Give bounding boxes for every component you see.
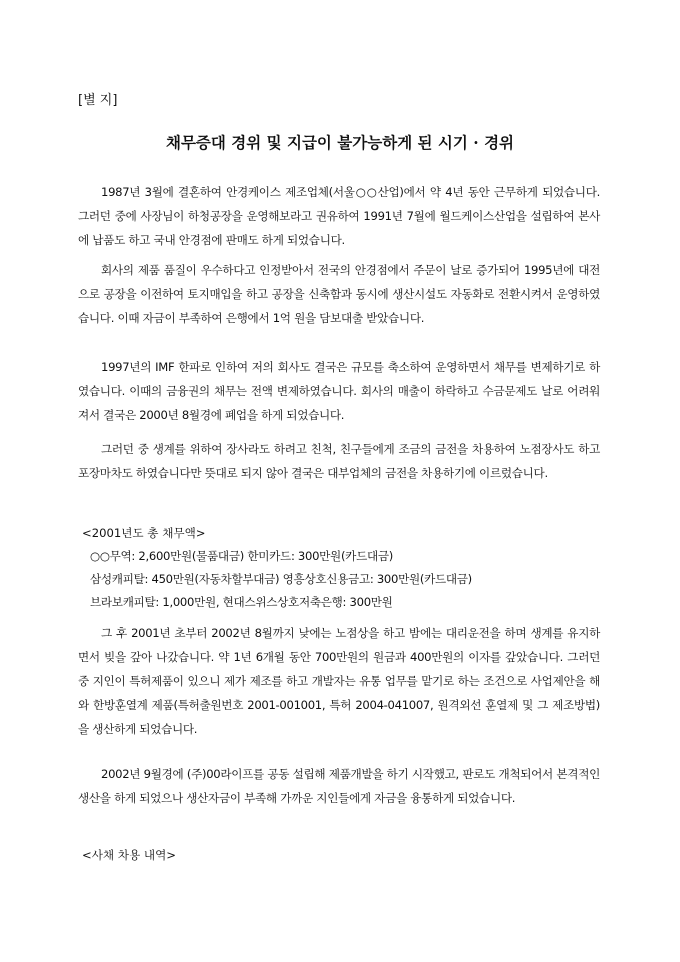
debt-line: ○○무역: 2,600만원(물품대금) 한미카드: 300만원(카드대금)	[90, 549, 394, 563]
debt-summary-list	[90, 545, 600, 614]
debt-line: 삼성캐피탈: 450만원(자동차할부대금) 영흥상호신용금고: 300만원(카드대금)	[90, 572, 472, 586]
paragraph-2: 회사의 제품 품질이 우수하다고 인정받아서 전국의 안경점에서 주문이 날로 증가되어 1995년에 대전으로 공장을 이전하여 토지매입을 하고 공장을 신축함과 동시에 생산시설도 자동화로 전환시켜서 운영하였습니다. 이때 자금이 부족하여 은행에서 1억 원을 담보대출 받았습니다.	[78, 263, 600, 325]
paragraph-4: 그러던 중 생계를 위하여 장사라도 하려고 친척, 친구들에게 조금의 금전을 차용하여 노점장사도 하고 포장마차도 하였습니다만 뜻대로 되지 않아 결국은 대부업체의 금전을 차용하기에 이르렀습니다.	[78, 442, 600, 480]
paragraph-5: 그 후 2001년 초부터 2002년 8월까지 낮에는 노점상을 하고 밤에는 대리운전을 하며 생계를 유지하면서 빚을 갚아 나갔습니다. 약 1년 6개월 동안 700만원의 원금과 400만원의 이자를 갚았습니다. 그러던 중 지인이 특허제품이 있으니 제가 제조를 하고 개발자는 유통 업무를 맡기로 하는 조건으로 사업제안을 해와 한방훈열계 제품(특허출원번호 2001-001001, 특허 2004-041007, 원격외선 훈열제 및 그 제조방법)을 생산하게 되었습니다.	[78, 626, 600, 736]
debt-line: 브라보캐피탈: 1,000만원, 현대스위스상호저축은행: 300만원	[90, 595, 393, 609]
document-title: 채무증대 경위 및 지급이 불가능하게 된 시기 · 경위	[165, 133, 515, 152]
private-loan-heading: <사채 차용 내역>	[82, 848, 176, 862]
paragraph-6: 2002년 9월경에 (주)00라이프를 공동 설립해 제품개발을 하기 시작했고, 판로도 개척되어서 본격적인 생산을 하게 되었으나 생산자금이 부족해 가까운 지인들에게 자금을 융통하게 되었습니다.	[78, 767, 600, 805]
paragraph-1: 1987년 3월에 결혼하여 안경케이스 제조업체(서울○○산업)에서 약 4년 동안 근무하게 되었습니다. 그러던 중에 사장님이 하청공장을 운영해보라고 권유하여 1991년 7월에 월드케이스산업을 설립하여 본사에 납품도 하고 국내 안경점에 판매도 하게 되었습니다.	[78, 185, 600, 247]
paragraph-3: 1997년의 IMF 한파로 인하여 저의 회사도 결국은 규모를 축소하여 운영하면서 채무를 변제하기로 하였습니다. 이때의 금융권의 채무는 전액 변제하였습니다. 회사의 매출이 하락하고 수금문제도 날로 어려워져서 결국은 2000년 8월경에 폐업을 하게 되었습니다.	[78, 360, 600, 422]
attachment-tag: [별 지]	[78, 93, 118, 108]
debt-summary-heading: <2001년도 총 채무액>	[82, 526, 206, 540]
